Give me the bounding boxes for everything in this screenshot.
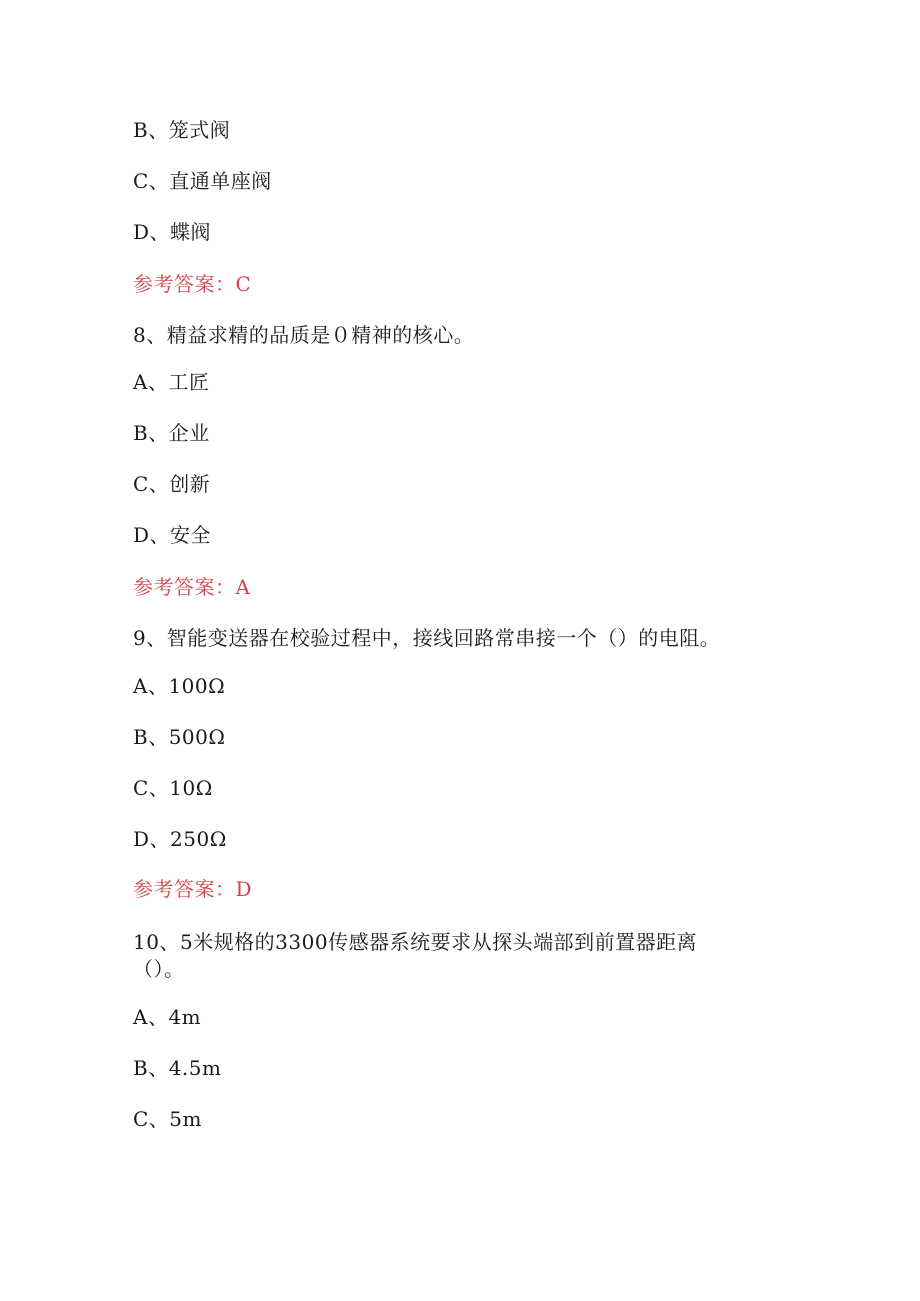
q7-option-c: C、直通单座阀 <box>133 169 272 193</box>
q8-option-a: A、工匠 <box>133 370 210 394</box>
q8-question: 8、精益求精的品质是０精神的核心。 <box>133 323 475 347</box>
q9-question: 9、智能变送器在校验过程中，接线回路常串接一个（）的电阻。 <box>133 626 721 650</box>
q9-answer: 参考答案：D <box>133 877 253 901</box>
q10-option-c: C、5m <box>133 1107 202 1131</box>
q9-option-d: D、250Ω <box>133 827 227 851</box>
q10-question-line2: （）。 <box>133 957 185 981</box>
q7-option-d: D、蝶阀 <box>133 220 212 244</box>
q8-option-d: D、安全 <box>133 523 212 547</box>
q7-answer: 参考答案：C <box>133 272 252 296</box>
q9-option-b: B、500Ω <box>133 725 226 749</box>
q10-option-a: A、4m <box>133 1005 202 1029</box>
q10-question-line1: 10、5米规格的3300传感器系统要求从探头端部到前置器距离 <box>133 930 698 954</box>
q8-answer: 参考答案：A <box>133 575 251 599</box>
q7-option-b: B、笼式阀 <box>133 118 231 142</box>
q8-option-c: C、创新 <box>133 472 211 496</box>
q9-option-c: C、10Ω <box>133 776 213 800</box>
q9-option-a: A、100Ω <box>133 674 226 698</box>
q10-option-b: B、4.5m <box>133 1056 222 1080</box>
q8-option-b: B、企业 <box>133 421 210 445</box>
